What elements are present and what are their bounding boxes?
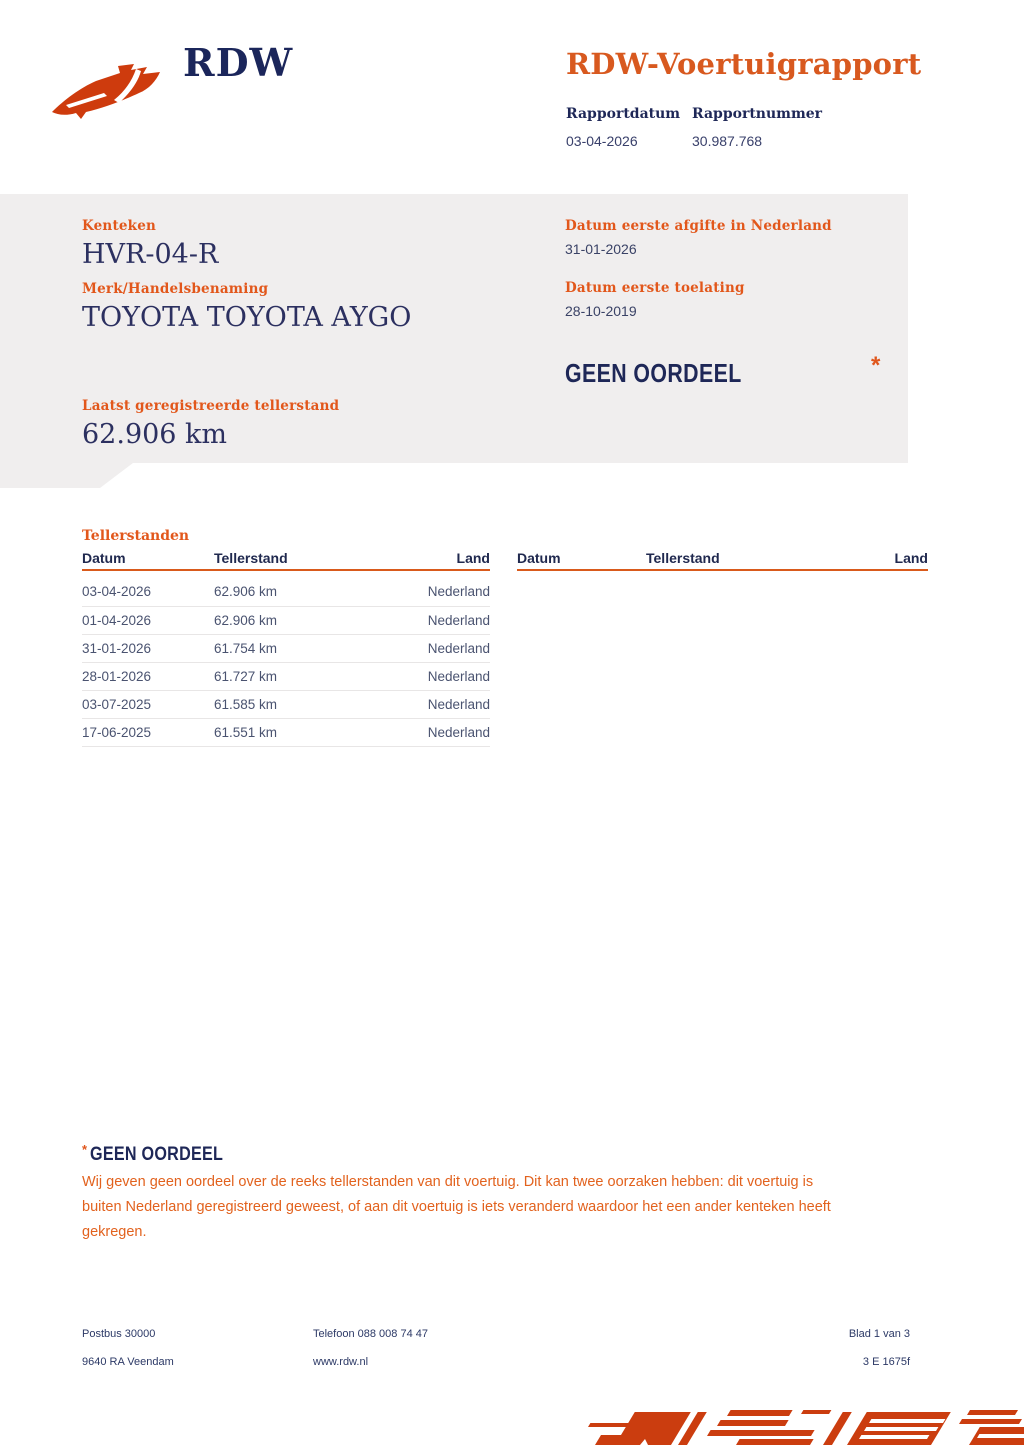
column-header-land: Land bbox=[456, 550, 490, 566]
merk-label: Merk/Handelsbenaming bbox=[82, 281, 269, 297]
odometer-table-row bbox=[82, 691, 490, 719]
odometer-table-right bbox=[517, 551, 928, 571]
footer-page-info bbox=[849, 1320, 910, 1376]
row-tellerstand: 62.906 km bbox=[214, 613, 278, 628]
column-header-land: Land bbox=[894, 550, 928, 566]
column-header-datum: Datum bbox=[517, 550, 561, 566]
odometer-table-body bbox=[82, 571, 490, 747]
rdw-logo-text: RDW bbox=[183, 40, 294, 85]
report-number-label: Rapportnummer bbox=[692, 106, 823, 122]
row-tellerstand: 61.754 km bbox=[214, 641, 278, 656]
footnote-heading bbox=[82, 1142, 247, 1166]
column-header-tellerstand: Tellerstand bbox=[646, 550, 720, 566]
tellerstand-value: 62.906 km bbox=[82, 419, 228, 450]
footer-address bbox=[82, 1320, 313, 1376]
row-datum: 03-07-2025 bbox=[82, 697, 152, 712]
row-land: Nederland bbox=[427, 669, 490, 684]
row-tellerstand: 61.551 km bbox=[214, 725, 278, 740]
column-header-datum: Datum bbox=[82, 550, 126, 566]
kenteken-value: HVR-04-R bbox=[82, 239, 219, 270]
footer-contact bbox=[313, 1320, 849, 1376]
toelating-label: Datum eerste toelating bbox=[565, 280, 745, 296]
row-land: Nederland bbox=[427, 584, 490, 599]
footer-form-code: 3 E 1675f bbox=[862, 1356, 910, 1368]
report-date-label: Rapportdatum bbox=[566, 106, 681, 122]
column-header-tellerstand: Tellerstand bbox=[214, 550, 288, 566]
odometer-table-right-header bbox=[517, 551, 928, 571]
row-land: Nederland bbox=[427, 697, 490, 712]
row-tellerstand: 61.585 km bbox=[214, 697, 278, 712]
rdw-stripes-graphic bbox=[585, 1398, 1024, 1449]
odometer-table-row bbox=[82, 607, 490, 635]
footer-website: www.rdw.nl bbox=[313, 1356, 369, 1368]
odometer-section-title: Tellerstanden bbox=[82, 528, 190, 544]
odometer-table-left bbox=[82, 551, 490, 747]
toelating-value: 28-10-2019 bbox=[565, 303, 637, 319]
row-land: Nederland bbox=[427, 613, 490, 628]
row-datum: 03-04-2026 bbox=[82, 584, 152, 599]
kenteken-label: Kenteken bbox=[82, 218, 157, 234]
row-land: Nederland bbox=[427, 641, 490, 656]
odometer-table-left-header bbox=[82, 551, 490, 571]
row-datum: 28-01-2026 bbox=[82, 669, 152, 684]
tellerstand-label: Laatst geregistreerde tellerstand bbox=[82, 398, 340, 414]
row-datum: 01-04-2026 bbox=[82, 613, 152, 628]
odometer-table-row bbox=[82, 663, 490, 691]
row-datum: 17-06-2025 bbox=[82, 725, 152, 740]
footnote-title: GEEN OORDEEL bbox=[90, 1144, 224, 1165]
afgifte-label: Datum eerste afgifte in Nederland bbox=[565, 218, 832, 234]
report-number-value: 30.987.768 bbox=[692, 133, 763, 149]
footer-page-number: Blad 1 van 3 bbox=[848, 1328, 910, 1340]
odometer-table-row bbox=[82, 719, 490, 747]
merk-value: TOYOTA TOYOTA AYGO bbox=[82, 302, 412, 333]
page-title: RDW-Voertuigrapport bbox=[566, 47, 922, 81]
odometer-table-row bbox=[82, 571, 490, 607]
row-land: Nederland bbox=[427, 725, 490, 740]
row-tellerstand: 61.727 km bbox=[214, 669, 278, 684]
footer-postbus: Postbus 30000 bbox=[82, 1328, 156, 1340]
report-date-value: 03-04-2026 bbox=[566, 133, 638, 149]
footer-city: 9640 RA Veendam bbox=[82, 1356, 174, 1368]
page-footer bbox=[82, 1320, 910, 1376]
footnote-asterisk: * bbox=[82, 1142, 88, 1157]
row-tellerstand: 62.906 km bbox=[214, 584, 278, 599]
footnote-body: Wij geven geen oordeel over de reeks tellerstanden van dit voertuig. Dit kan twee oorzaken hebben: dit voertuig is buiten Nederland geregistreerd geweest, of aan dit voertuig is iets veranderd waardoor het een ander kenteken heeft gekregen. bbox=[82, 1174, 831, 1240]
rdw-logo-icon bbox=[50, 60, 168, 126]
odometer-table-row bbox=[82, 635, 490, 663]
afgifte-value: 31-01-2026 bbox=[565, 241, 637, 257]
footer-phone: Telefoon 088 008 74 47 bbox=[313, 1328, 428, 1340]
row-datum: 31-01-2026 bbox=[82, 641, 152, 656]
oordeel-value: GEEN OORDEEL bbox=[565, 358, 742, 388]
oordeel-asterisk: * bbox=[871, 352, 881, 379]
